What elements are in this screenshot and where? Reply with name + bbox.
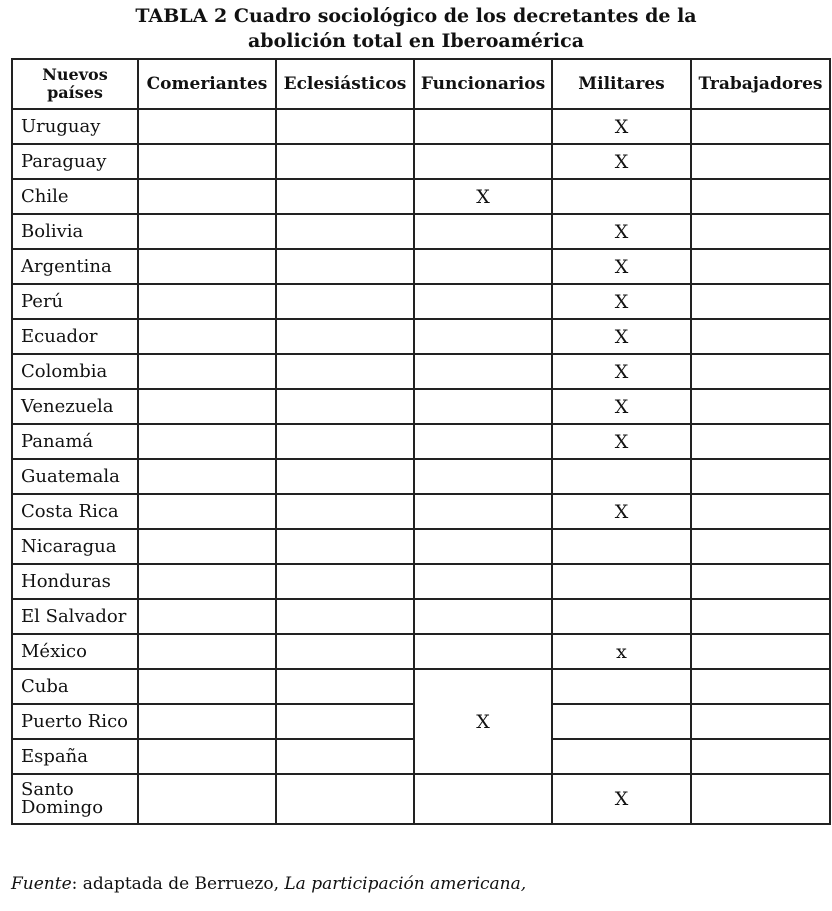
source-note — [11, 874, 526, 894]
mark-cell — [691, 459, 830, 494]
mark-cell: X — [552, 144, 691, 179]
table-row — [12, 179, 830, 214]
mark-cell — [414, 774, 552, 824]
mark-cell — [552, 704, 691, 739]
country-cell: Nicaragua — [12, 529, 138, 564]
mark-cell — [138, 459, 276, 494]
mark-cell — [276, 599, 414, 634]
mark-cell — [276, 704, 414, 739]
mark-cell — [691, 109, 830, 144]
country-cell: Puerto Rico — [12, 704, 138, 739]
mark-cell — [691, 144, 830, 179]
source-work: La participación americana, — [284, 874, 527, 894]
mark-cell — [414, 529, 552, 564]
mark-cell — [414, 599, 552, 634]
mark-cell — [276, 494, 414, 529]
mark-cell — [138, 669, 276, 704]
mark-cell — [552, 599, 691, 634]
mark-cell: X — [552, 319, 691, 354]
mark-cell — [276, 459, 414, 494]
country-cell: Chile — [12, 179, 138, 214]
mark-cell — [691, 389, 830, 424]
mark-cell: X — [552, 109, 691, 144]
mark-cell — [552, 529, 691, 564]
mark-cell — [691, 739, 830, 774]
mark-cell: X — [414, 669, 552, 774]
mark-cell — [414, 494, 552, 529]
mark-cell — [138, 249, 276, 284]
header-cell: Militares — [552, 59, 691, 109]
mark-cell — [138, 179, 276, 214]
mark-cell — [138, 354, 276, 389]
mark-cell — [138, 494, 276, 529]
mark-cell — [414, 249, 552, 284]
table-row — [12, 494, 830, 529]
mark-cell — [138, 389, 276, 424]
mark-cell — [552, 459, 691, 494]
table-row — [12, 459, 830, 494]
country-cell: Panamá — [12, 424, 138, 459]
mark-cell — [138, 704, 276, 739]
mark-cell: X — [414, 179, 552, 214]
mark-cell — [691, 354, 830, 389]
mark-cell: X — [552, 774, 691, 824]
mark-cell — [414, 319, 552, 354]
source-text: : adaptada de Berruezo, — [71, 874, 285, 894]
mark-cell — [691, 774, 830, 824]
mark-cell — [691, 494, 830, 529]
mark-cell — [414, 389, 552, 424]
country-cell: Venezuela — [12, 389, 138, 424]
mark-cell — [138, 634, 276, 669]
mark-cell: X — [552, 494, 691, 529]
title-line-1: TABLA 2 Cuadro sociológico de los decretantes de la — [135, 5, 697, 27]
mark-cell — [414, 109, 552, 144]
source-label: Fuente — [11, 874, 72, 894]
mark-cell — [138, 424, 276, 459]
mark-cell — [276, 109, 414, 144]
mark-cell — [691, 704, 830, 739]
mark-cell — [691, 249, 830, 284]
mark-cell — [276, 284, 414, 319]
table-body — [12, 109, 830, 824]
table-row — [12, 669, 830, 704]
mark-cell — [276, 389, 414, 424]
country-cell: Guatemala — [12, 459, 138, 494]
title-line-2: abolición total en Iberoamérica — [247, 30, 585, 52]
mark-cell — [138, 284, 276, 319]
mark-cell — [414, 354, 552, 389]
mark-cell — [414, 424, 552, 459]
table-row — [12, 109, 830, 144]
mark-cell: X — [552, 424, 691, 459]
table-row — [12, 424, 830, 459]
mark-cell — [552, 564, 691, 599]
decretantes-table — [11, 58, 831, 825]
mark-cell — [691, 319, 830, 354]
country-cell: Honduras — [12, 564, 138, 599]
mark-cell — [414, 214, 552, 249]
table-row — [12, 214, 830, 249]
mark-cell — [276, 214, 414, 249]
table-row — [12, 144, 830, 179]
mark-cell — [276, 424, 414, 459]
mark-cell — [276, 739, 414, 774]
table-row — [12, 389, 830, 424]
header-cell: Trabajadores — [691, 59, 830, 109]
table-title — [0, 4, 832, 54]
mark-cell — [276, 669, 414, 704]
header-cell: Comeriantes — [138, 59, 276, 109]
mark-cell — [138, 739, 276, 774]
mark-cell — [276, 144, 414, 179]
mark-cell: X — [552, 249, 691, 284]
mark-cell — [691, 284, 830, 319]
mark-cell — [276, 529, 414, 564]
mark-cell — [414, 144, 552, 179]
mark-cell — [414, 459, 552, 494]
mark-cell — [691, 634, 830, 669]
table-row — [12, 599, 830, 634]
table-row — [12, 529, 830, 564]
mark-cell: x — [552, 634, 691, 669]
mark-cell — [276, 249, 414, 284]
country-cell: Ecuador — [12, 319, 138, 354]
table-row — [12, 354, 830, 389]
country-cell: Bolivia — [12, 214, 138, 249]
header-row — [12, 59, 830, 109]
mark-cell — [138, 564, 276, 599]
mark-cell — [691, 214, 830, 249]
mark-cell — [691, 669, 830, 704]
table-row — [12, 564, 830, 599]
mark-cell — [552, 669, 691, 704]
mark-cell — [138, 214, 276, 249]
country-cell: México — [12, 634, 138, 669]
mark-cell — [691, 179, 830, 214]
mark-cell — [138, 319, 276, 354]
header-cell: Funcionarios — [414, 59, 552, 109]
mark-cell — [276, 179, 414, 214]
table-row — [12, 319, 830, 354]
mark-cell — [138, 109, 276, 144]
country-cell: Cuba — [12, 669, 138, 704]
country-cell: España — [12, 739, 138, 774]
table-row — [12, 249, 830, 284]
mark-cell — [138, 144, 276, 179]
country-cell: Uruguay — [12, 109, 138, 144]
mark-cell — [414, 634, 552, 669]
mark-cell — [138, 774, 276, 824]
country-cell: Argentina — [12, 249, 138, 284]
header-cell: Nuevos países — [12, 59, 138, 109]
mark-cell — [138, 529, 276, 564]
mark-cell — [691, 529, 830, 564]
mark-cell — [552, 179, 691, 214]
mark-cell — [414, 284, 552, 319]
mark-cell — [691, 599, 830, 634]
mark-cell — [552, 739, 691, 774]
mark-cell — [691, 424, 830, 459]
country-cell: El Salvador — [12, 599, 138, 634]
table-row — [12, 634, 830, 669]
mark-cell — [691, 564, 830, 599]
country-cell: Costa Rica — [12, 494, 138, 529]
mark-cell — [276, 774, 414, 824]
table-row — [12, 284, 830, 319]
table-row — [12, 774, 830, 824]
mark-cell: X — [552, 284, 691, 319]
mark-cell — [276, 354, 414, 389]
country-cell: Perú — [12, 284, 138, 319]
mark-cell: X — [552, 214, 691, 249]
mark-cell — [276, 634, 414, 669]
mark-cell: X — [552, 389, 691, 424]
country-cell: Paraguay — [12, 144, 138, 179]
country-cell: Santo Domingo — [12, 774, 138, 824]
mark-cell — [414, 564, 552, 599]
mark-cell: X — [552, 354, 691, 389]
mark-cell — [138, 599, 276, 634]
mark-cell — [276, 319, 414, 354]
country-cell: Colombia — [12, 354, 138, 389]
mark-cell — [276, 564, 414, 599]
header-cell: Eclesiásticos — [276, 59, 414, 109]
